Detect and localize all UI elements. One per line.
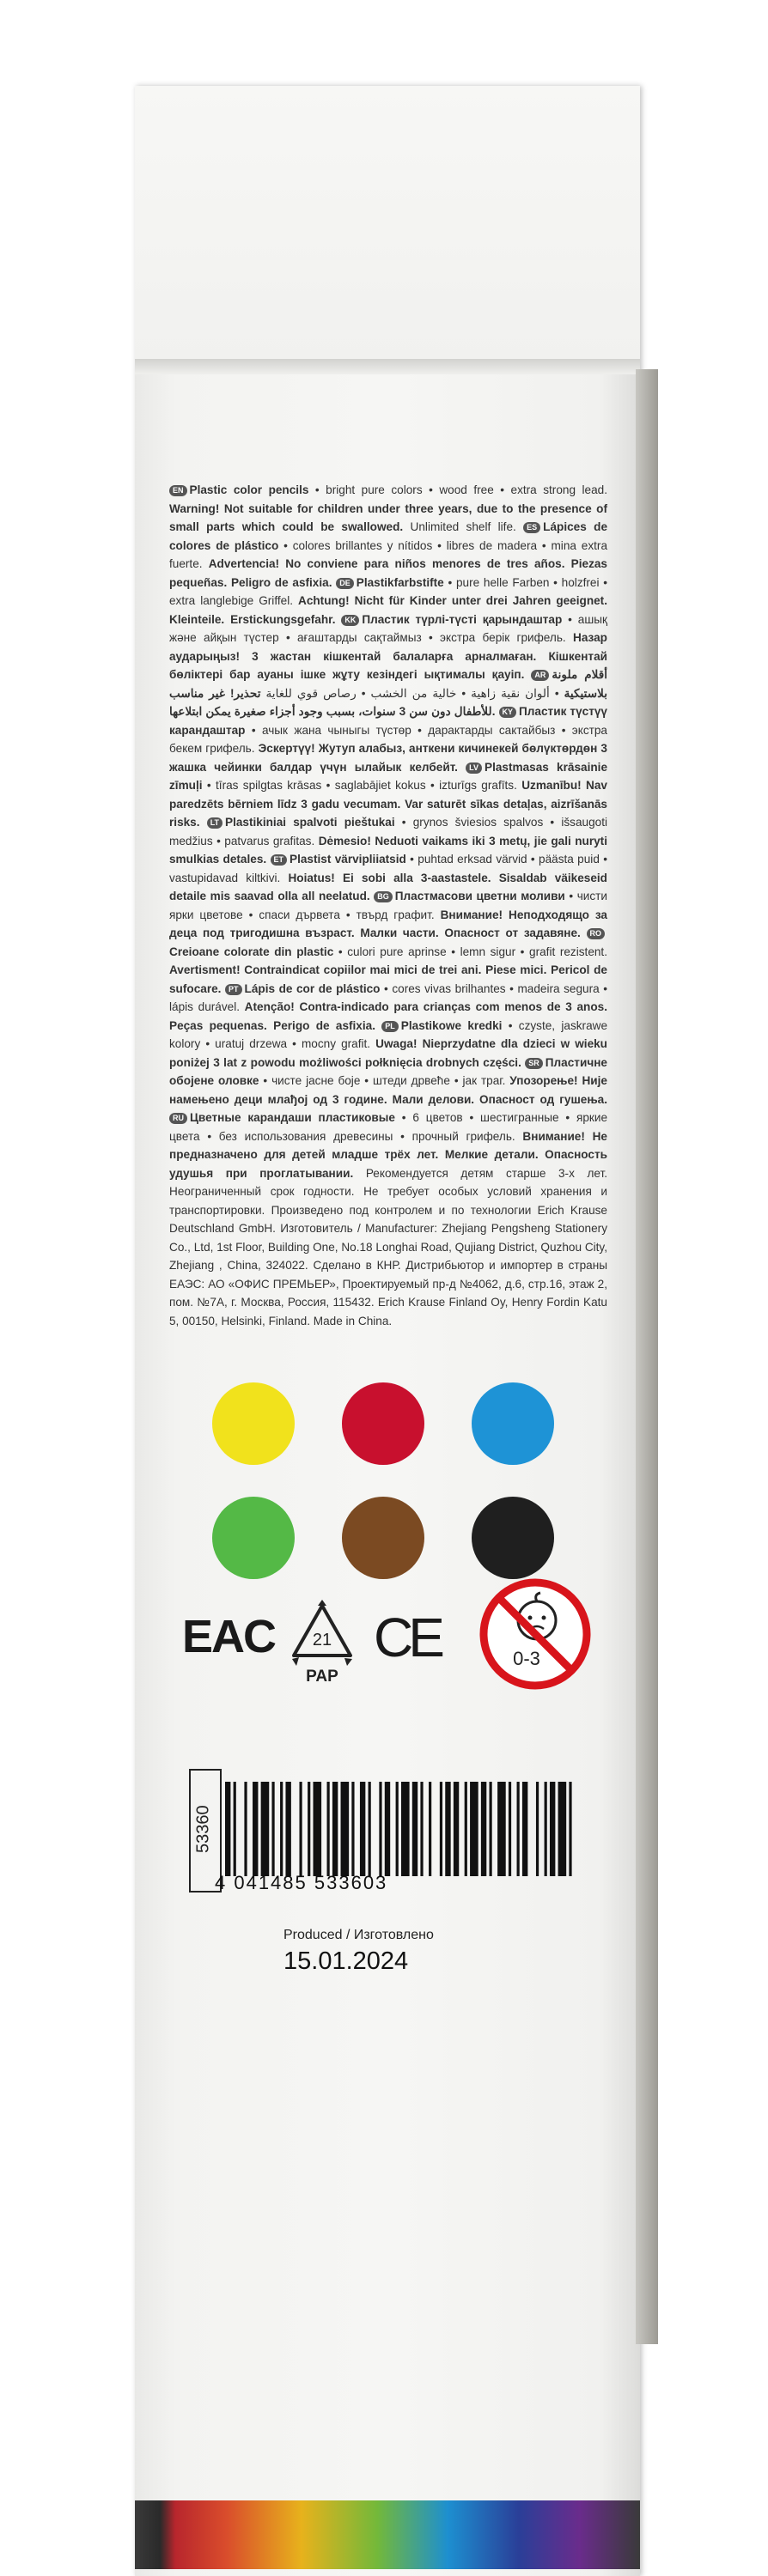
multilingual-description [169,481,607,1330]
language-badge: EN [169,485,187,496]
recycle-code: 21 [312,1631,332,1649]
barcode-bar [314,1782,322,1876]
language-badge: SR [525,1058,543,1069]
produced-label: Produced / Изготовлено [283,1928,434,1942]
language-badge: BG [374,891,393,902]
article-code: 53360 [193,1805,213,1853]
barcode-bar [497,1782,506,1876]
bold-text: Uwaga! Nieprzydatne dla dzieci w wieku poniżej 3 lat z powodu możliwości połknięcia drobnych części. [169,1037,607,1069]
text: • tīras spilgtas krāsas • saglabājiet kokus • izturīgs grafīts. [202,779,522,792]
bold-text: أقلام ملونة بلاستيكية [552,668,607,700]
text [524,668,531,681]
barcode-bar [550,1782,555,1876]
barcode-bar [261,1782,270,1876]
bold-text: Внимание! Неподходящо за деца под тригодишна възраст. Малки части. Опасност от задавяне. [169,908,607,939]
text [375,1019,381,1032]
barcode-bar [351,1782,354,1876]
barcode-bar [225,1782,230,1876]
barcode-bar [490,1782,492,1876]
text: • чисте јасне боје • штеди дрвеће • јак траг. [259,1074,510,1087]
barcode-bar [536,1782,539,1876]
text: • grynos šviesios spalvos • išsaugoti medžius • patvarus grafitas. [169,816,607,848]
barcode-bar [545,1782,547,1876]
language-badge: KY [499,707,517,718]
language-badge: ES [523,522,540,533]
bold-text: Hoiatus! Ei sobi alla 3-aastastele. Sisaldab väikeseid detaile mis saavad olla all neelatud. [169,871,607,902]
text: • чисти ярки цветове • спаси дървета • твърд графит. [169,890,607,921]
text: • ашық және айқын түстер • ағаштарды сақтаймыз • экстра берік грифель. [169,612,607,644]
barcode-bar [379,1782,381,1876]
text [200,816,207,829]
produced-date: 15.01.2024 [283,1947,409,1975]
bold-text: Lápices de colores de plástico [169,520,608,552]
bold-text: Avertisment! Contraindicat copiilor mai mici de trei ani. Piese mici. Pericol de sufocare. [169,963,607,995]
barcode [225,1782,577,1876]
barcode-bar [522,1782,527,1876]
barcode-bar [429,1782,431,1876]
bold-text: Lápis de cor de plástico [244,981,381,995]
language-badge: PL [381,1021,399,1032]
color-swatch [342,1497,424,1579]
barcode-bar [271,1782,274,1876]
bold-text: Пластмасови цветни моливи [394,890,565,902]
pencil-box [135,86,640,2576]
barcode-bar [454,1782,459,1876]
bold-text: Creioane colorate din plastic [169,945,334,958]
text: • bright pure colors • wood free • extra strong lead. [308,483,607,496]
text: • czyste, jaskrawe kolory • uratuj drzewa • mocny grafit. [169,1018,608,1050]
bold-text: Warning! Not suitable for children under three years, due to the presence of small parts which could be swallowed. [169,501,607,533]
description-paragraph [169,481,607,1330]
color-swatch [212,1497,295,1579]
language-badge: LT [207,817,222,829]
language-badge: AR [531,670,549,681]
barcode-bar [234,1782,236,1876]
bold-text: Назар аударыңыз! 3 жастан кішкентай балаларға арналмаған. Кішкентай бөліктері бар ауаны ішке жұту кезіндегі ықтималы қауіп. [169,631,607,681]
barcode-bar [280,1782,283,1876]
barcode-bar [369,1782,371,1876]
barcode-bar [440,1782,442,1876]
language-badge: RU [169,1113,187,1124]
pencil-tips-strip [135,2500,640,2569]
bold-text: Advertencia! No conviene para niños menores de tres años. Piezas pequeñas. Peligro de asfixia. [169,557,607,589]
language-badge: ET [271,854,288,866]
ce-mark: CE [374,1607,440,1668]
text: • colores brillantes y nítidos • libres de madera • mina extra fuerte. [169,538,607,570]
language-badge: LV [466,762,482,774]
bold-text: Цветные карандаши пластиковые [190,1111,395,1124]
barcode-bar [285,1782,290,1876]
color-swatch [342,1382,424,1465]
bold-text: Внимание! Не предназначено для детей младше трёх лет. Мелкие детали. Опасность удушья при проглатывании. [169,1129,607,1180]
box-top-flap [135,86,640,362]
barcode-bar [332,1782,338,1876]
text: • ألوان نقية زاهية • خالية من الخشب • رصاص قوي للغاية [260,686,564,700]
language-badge: RO [587,928,606,939]
text: Unlimited shelf life. [403,520,524,533]
barcode-bar [396,1782,399,1876]
text [266,853,270,866]
recycle-label: PAP [306,1668,338,1686]
text: • ачык жана чыныгы түстөр • дарактарды сактайбыз • экстра бекем грифель. [169,723,607,755]
bold-text: Эскертүү! Жутуп алабыз, анткени кичинекей бөлүктөрдөн 3 жашка чейинки балдар үчүн ылайык келбейт. [169,742,607,774]
bold-text: Plastikfarbstifte [356,575,444,589]
barcode-bar [517,1782,520,1876]
barcode-bar [253,1782,258,1876]
barcode-bar [481,1782,486,1876]
bold-text: Plastic color pencils [189,483,309,496]
barcode-bar [420,1782,423,1876]
bold-text: Пластик түстүү карандаштар [169,705,607,737]
language-badge: KK [341,615,359,626]
bold-text: Упозорење! Није намењено деци млађој од 3 године. Мали делови. Опасност од гушења. [169,1074,607,1106]
text [335,613,341,626]
barcode-bar [558,1782,567,1876]
age-warning-icon [477,1576,594,1692]
barcode-bar [385,1782,390,1876]
barcode-bar [569,1782,571,1876]
bold-text: Plastist värvipliiatsid [290,853,406,866]
text: • 6 цветов • шестигранные • яркие цвета • без использования древесины • прочный грифель. [169,1111,607,1143]
barcode-bar [401,1782,410,1876]
box-side-edge [636,369,658,2344]
color-swatch [212,1382,295,1465]
bold-text: Atenção! Contra-indicado para crianças com menos de 3 anos. Peças pequenas. Perigo de asfixia. [169,1000,608,1032]
eac-mark: EAC [182,1611,276,1662]
bold-text: Plastmasas krāsainie zīmuļi [169,760,608,792]
flap-fold [135,359,640,374]
text: • cores vivas brilhantes • madeira segura • lápis durável. [169,981,607,1013]
language-badge: DE [336,578,354,589]
barcode-bar [341,1782,350,1876]
barcode-bar [465,1782,467,1876]
text [495,705,498,718]
bold-text: Dėmesio! Neduoti vaikams iki 3 metų, jie gali nuryti smulkias detales. [169,834,607,866]
bold-text: Plastikowe kredki [400,1018,503,1032]
bold-text: Пластик түрлі-түсті қарындаштар [362,612,563,626]
language-badge: PT [225,984,242,995]
ean-number: 4 041485 533603 [215,1872,388,1893]
bold-text: Пластичне обојене оловке [169,1055,607,1087]
text [458,761,466,774]
color-swatch [472,1497,554,1579]
text: • pure helle Farben • holzfrei • extra langlebige Griffel. [169,575,607,607]
bold-text: Plastikiniai spalvoti pieštukai [225,816,395,829]
recycle-icon [283,1597,361,1692]
bold-text: تحذير! غير مناسب للأطفال دون سن 3 سنوات، بسبب وجود أجزاء صغيرة يمكن ابتلاعها. [169,686,496,718]
barcode-bar [445,1782,450,1876]
barcode-bar [509,1782,511,1876]
age-label: 0-3 [513,1648,540,1669]
text [581,927,587,939]
barcode-bar [299,1782,302,1876]
barcode-bar [412,1782,418,1876]
bold-text: Uzmanību! Nav paredzēts bērniem līdz 3 gadu vecumam. Var saturēt sīkas detaļas, aizrīšanās risks. [169,779,607,829]
text: • puhtad erksad värvid • päästa puid • vastupidavad kiltkivi. [169,853,607,884]
barcode-bar [470,1782,478,1876]
text: • culori pure aprinse • lemn sigur • grafit rezistent. [333,945,607,958]
bold-text: Achtung! Nicht für Kinder unter drei Jahren geeignet. Kleinteile. Erstickungsgefahr. [169,594,607,626]
barcode-bar [308,1782,310,1876]
barcode-bar [360,1782,365,1876]
color-swatch [472,1382,554,1465]
barcode-bar [327,1782,330,1876]
text: Рекомендуется детям старше 3-х лет. Неограниченный срок годности. Не требует особых условий хранения и транспортировки. Произведено под контролем и по технологии Erich Krause Deutschland GmbH. Изготовитель / Manufacturer: Zhejiang Pengsheng Stationery Co., Ltd, 1st Floor, Building One, No.18 Longhai Road, Qujiang District, Quzhou City, Zhejiang , China, 324022. Сделано в КНР. Дистрибьютор и импортер в страны ЕАЭС: АО «ОФИС ПРЕМЬЕР», Проектируемый пр-д №4062, д.6, стр.16, этаж 2, пом. №7А, г. Москва, Россия, 115432. Erich Krause Finland Oy, Henry Fordin Katu 5, 00150, Helsinki, Finland. Made in China. [169,1166,607,1327]
barcode-bar [244,1782,247,1876]
